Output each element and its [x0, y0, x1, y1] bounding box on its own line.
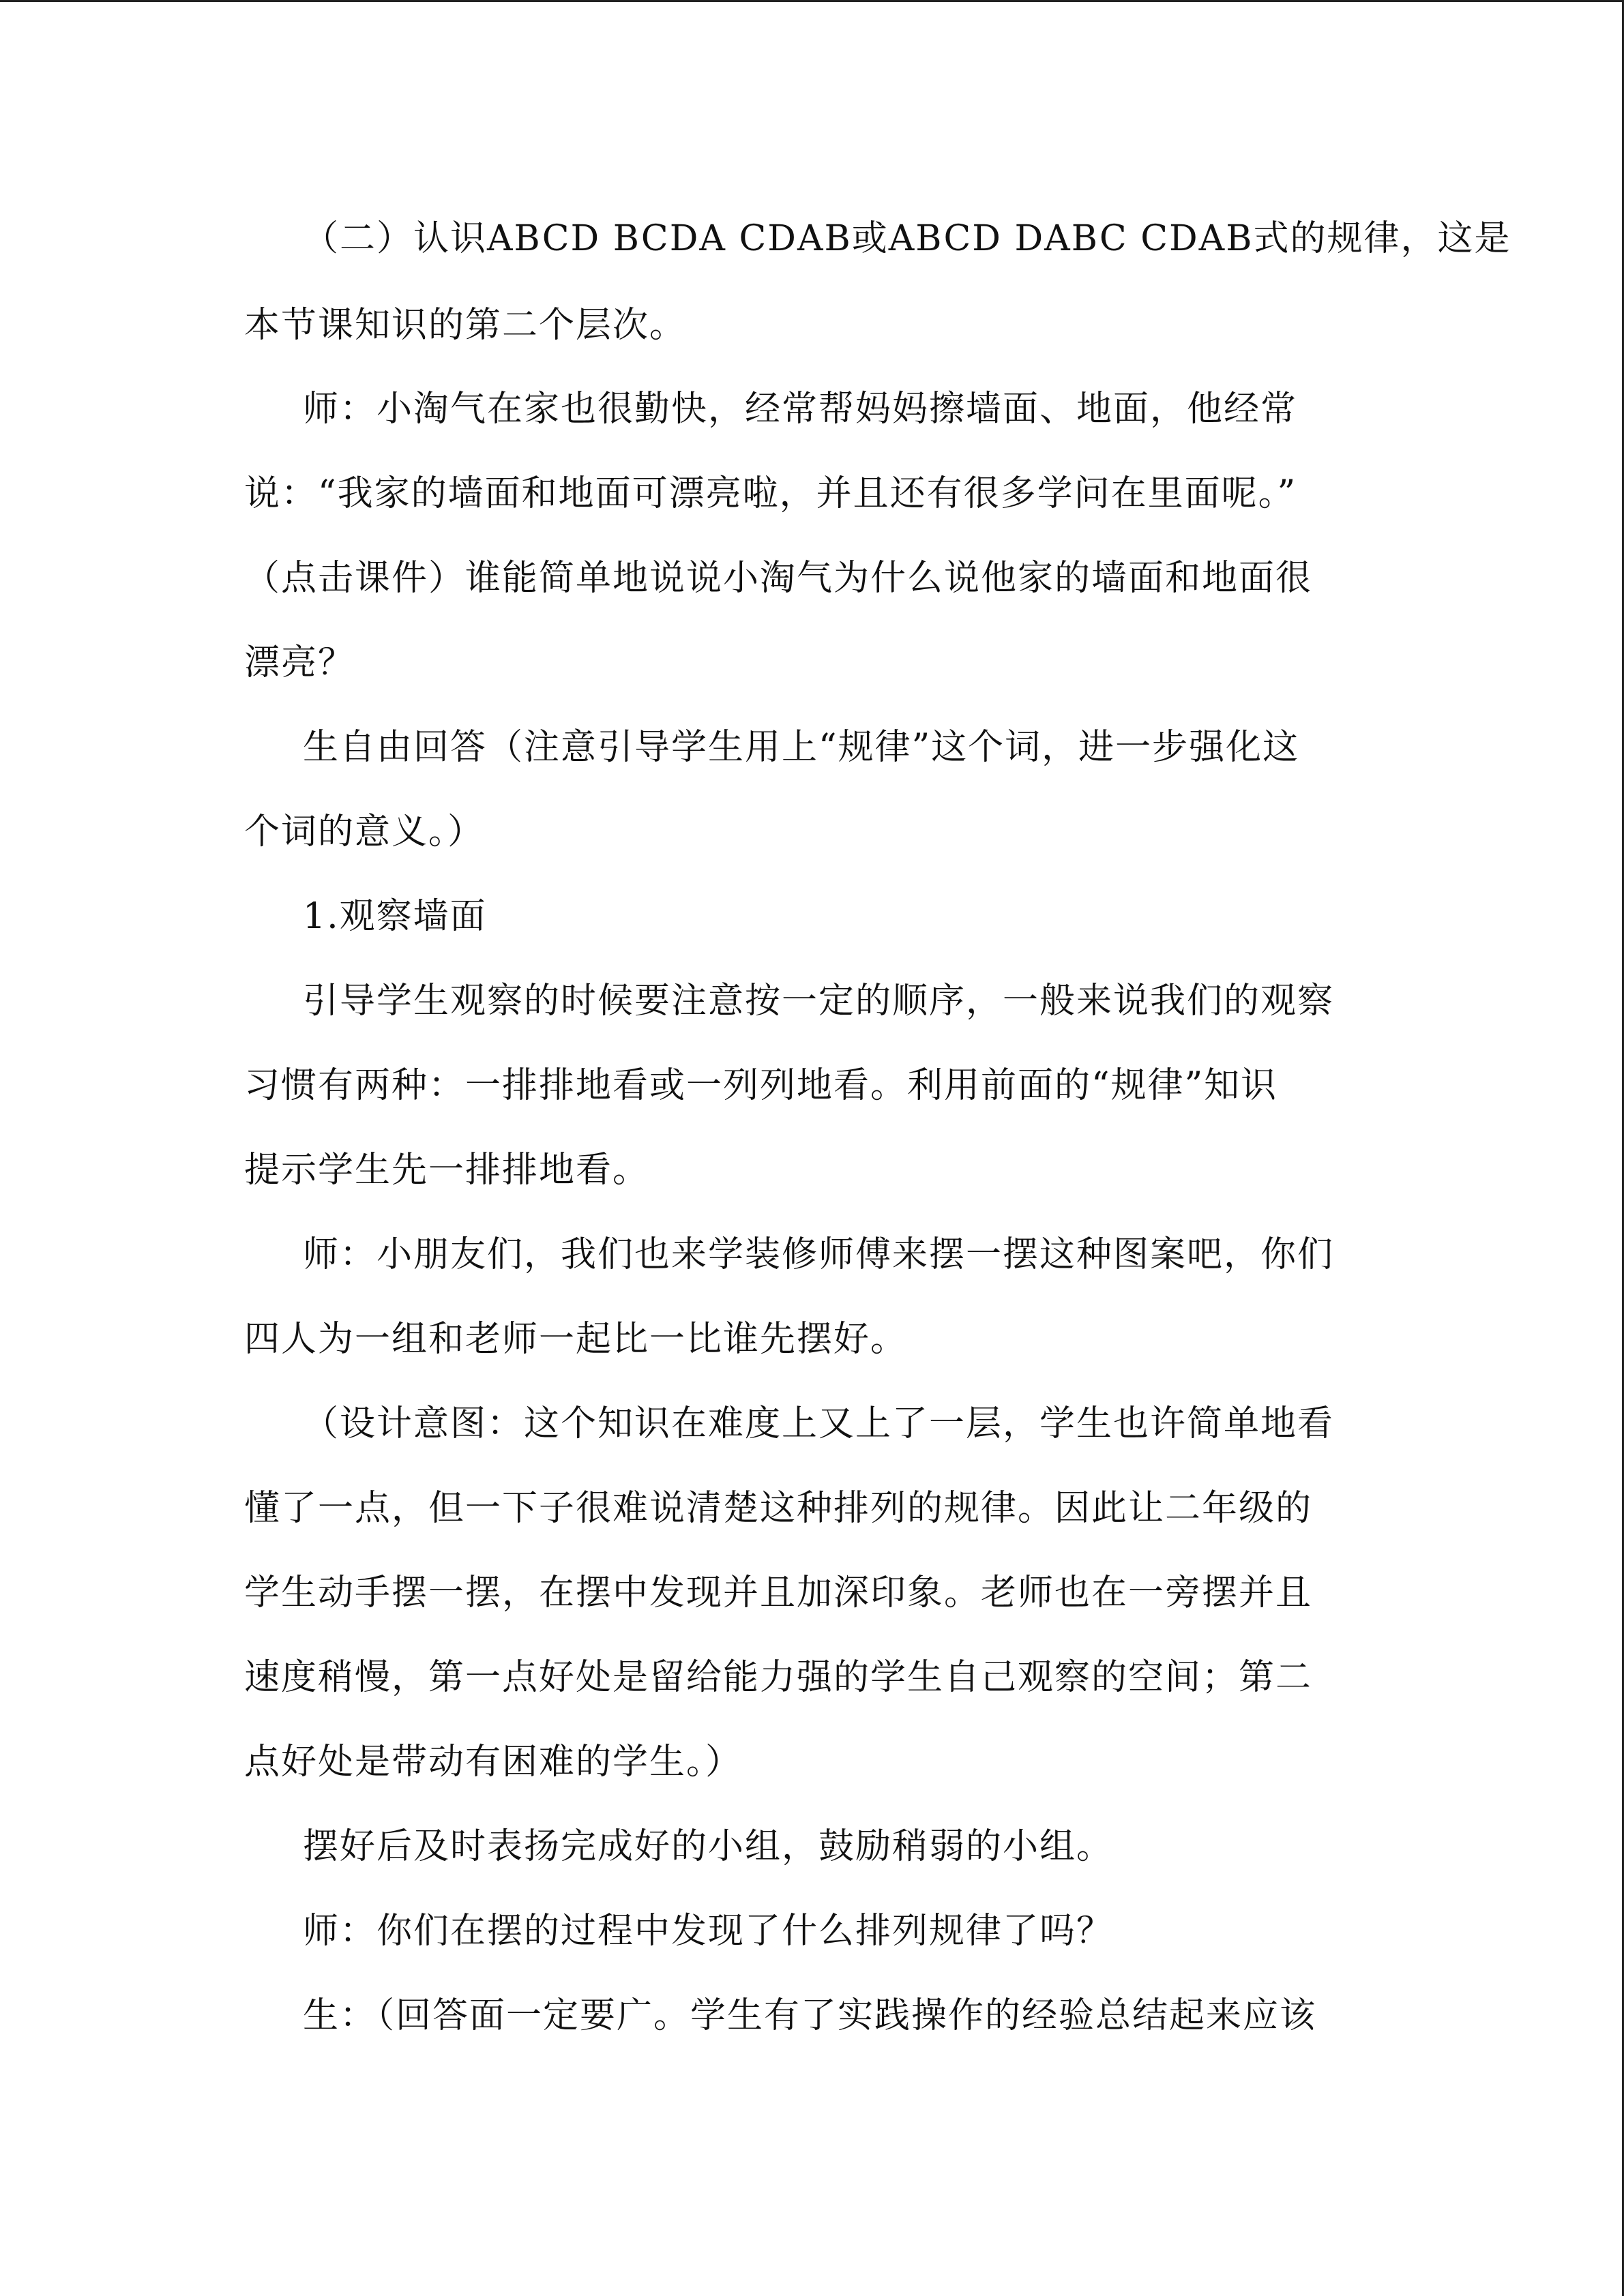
paragraph-line: （点击课件）谁能简单地说说小淘气为什么说他家的墙面和地面很 [244, 558, 1313, 599]
paragraph-line: 点好处是带动有困难的学生。） [244, 1742, 743, 1783]
paragraph-line: 引导学生观察的时候要注意按一定的顺序，一般来说我们的观察 [303, 981, 1335, 1022]
paragraph-line: 习惯有两种：一排排地看或一列列地看。利用前面的“规律”知识 [244, 1065, 1278, 1106]
paragraph-line: 四人为一组和老师一起比一比谁先摆好。 [244, 1319, 908, 1360]
paragraph-line: 提示学生先一排排地看。 [244, 1150, 650, 1191]
paragraph-line: 个词的意义。） [244, 811, 485, 852]
paragraph-line: 说：“我家的墙面和地面可漂亮啦，并且还有很多学问在里面呢。” [244, 473, 1297, 514]
paragraph-line: （设计意图：这个知识在难度上又上了一层，学生也许简单地看 [303, 1403, 1335, 1444]
paragraph-line: 学生动手摆一摆，在摆中发现并且加深印象。老师也在一旁摆并且 [244, 1572, 1313, 1613]
paragraph-line: 师：你们在摆的过程中发现了什么排列规律了吗？ [303, 1911, 1114, 1952]
paragraph-line: 本节课知识的第二个层次。 [244, 305, 687, 346]
paragraph-line: 懂了一点，但一下子很难说清楚这种排列的规律。因此让二年级的 [244, 1488, 1313, 1529]
paragraph-line: （二）认识ABCD BCDA CDAB或ABCD DABC CDAB式的规律，这是 [303, 218, 1511, 259]
paragraph-line: 摆好后及时表扬完成好的小组，鼓励稍弱的小组。 [303, 1826, 1114, 1867]
paragraph-line: 生：（回答面一定要广。学生有了实践操作的经验总结起来应该 [303, 1995, 1317, 2036]
paragraph-line: 速度稍慢，第一点好处是留给能力强的学生自己观察的空间；第二 [244, 1657, 1313, 1698]
paragraph-line: 师：小淘气在家也很勤快，经常帮妈妈擦墙面、地面，他经常 [303, 389, 1298, 430]
paragraph-line: 生自由回答（注意引导学生用上“规律”这个词，进一步强化这 [303, 727, 1300, 768]
paragraph-line: 漂亮？ [244, 642, 355, 683]
section-heading: 1.观察墙面 [303, 896, 487, 937]
paragraph-line: 师：小朋友们，我们也来学装修师傅来摆一摆这种图案吧，你们 [303, 1234, 1335, 1275]
